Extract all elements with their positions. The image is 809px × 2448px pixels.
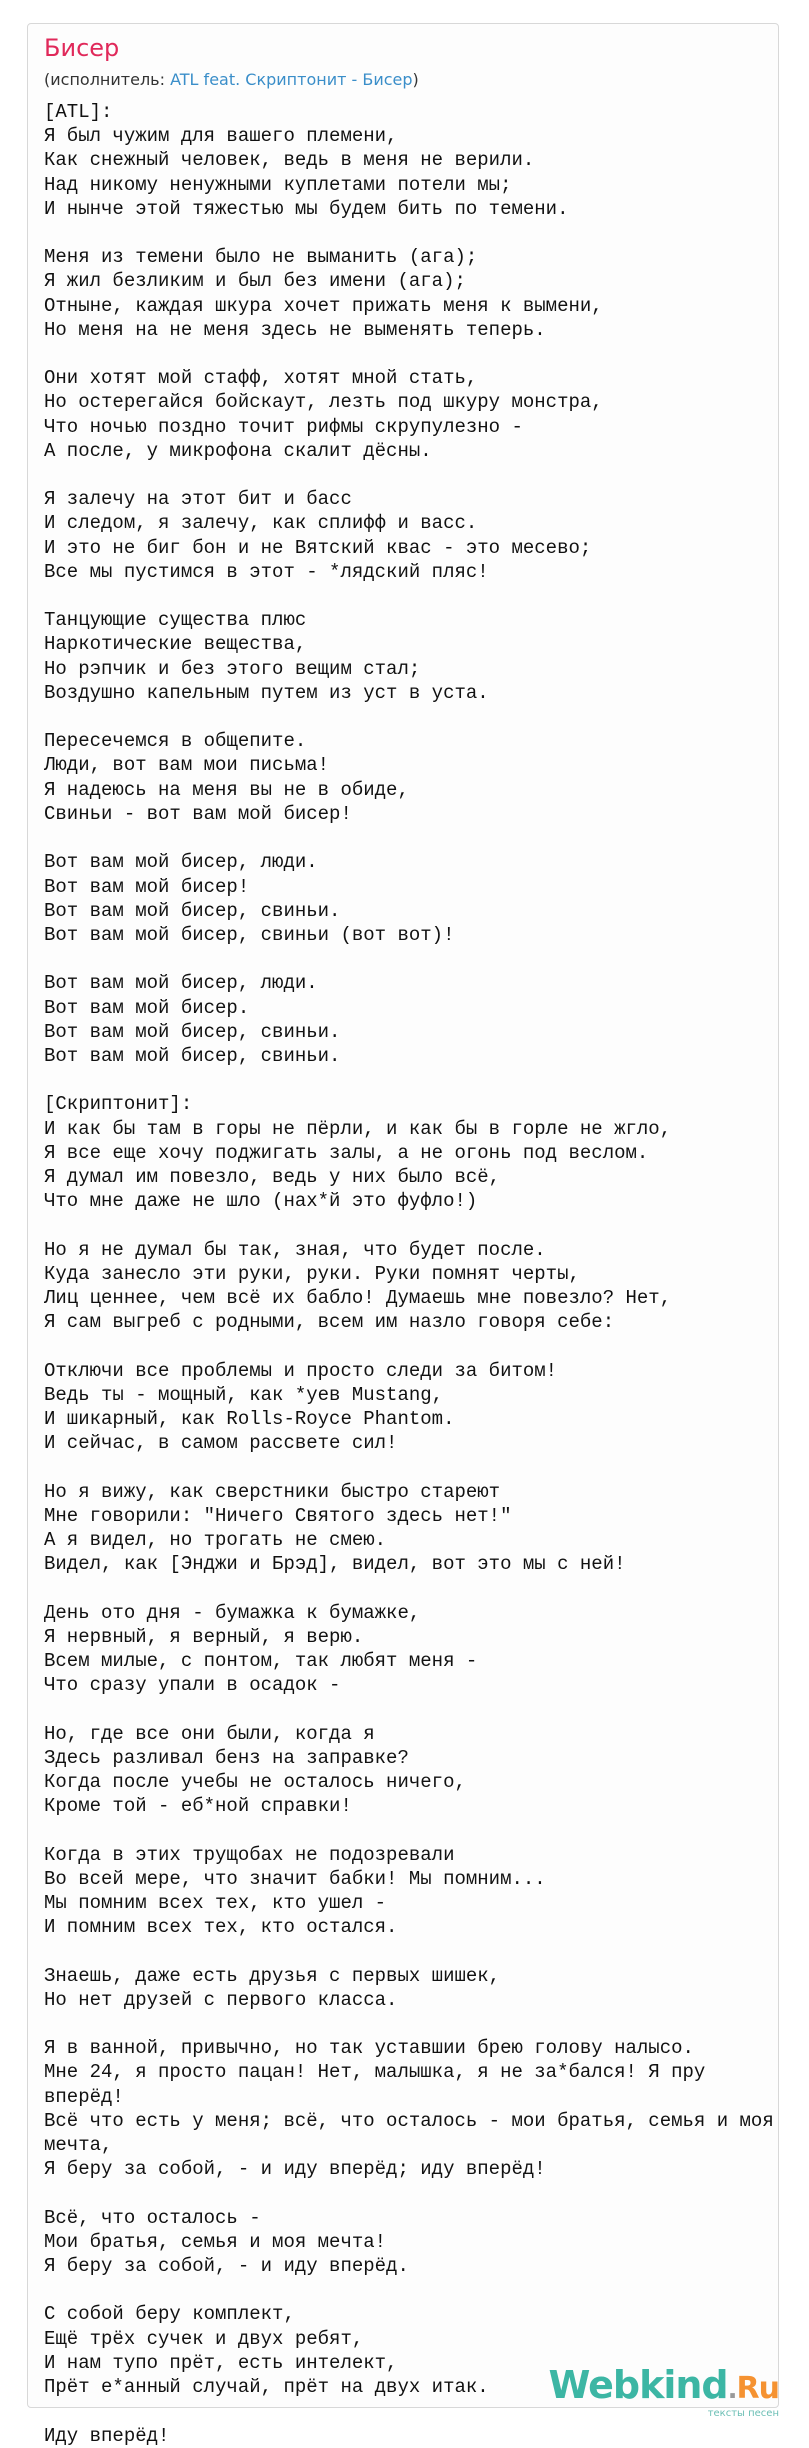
logo-wordmark [549, 2365, 779, 2410]
lyrics-text: [ATL]: Я был чужим для вашего племени, Как снежный человек, ведь в меня не верили. Над никому ненужными куплетами потели мы; И нынче этой тяжестью мы будем бить по темени. Меня из темени было не выманить (ага); Я жил безликим и был без имени (ага); Отныне, каждая шкура хочет прижать меня к вымени, Но меня на не меня здесь не выменять теперь. Они хотят мой стафф, хотят мной стать, Но остерегайся бойскаут, лезть под шкуру монстра, Что ночью поздно точит рифмы скрупулезно - А после, у микрофона скалит дёсны. Я залечу на этот бит и басс И следом, я залечу, как сплифф и васс. И это не биг бон и не Вятский квас - это месево; Все мы пустимся в этот - *лядский пляс! Танцующие существа плюс Наркотические вещества, Но рэпчик и без этого вещим стал; Воздушно капельным путем из уст в уста. Пересечемся в общепите. Люди, вот вам мои письма! Я надеюсь на меня вы не в обиде, Свиньи - вот вам мой бисер! Вот вам мой бисер, люди. Вот вам мой бисер! Вот вам мой бисер, свиньи. Вот вам мой бисер, свиньи (вот вот)! Вот вам мой бисер, люди. Вот вам мой бисер. Вот вам мой бисер, свиньи. Вот вам мой бисер, свиньи. [Скриптонит]: И как бы там в горы не пёрли, и как бы в горле не жгло, Я все еще хочу поджигать залы, а не огонь под веслом. Я думал им повезло, ведь у них было всё, Что мне даже не шло (нах*й это фуфло!) Но я не думал бы так, зная, что будет после. Куда занесло эти руки, руки. Руки помнят черты, Лиц ценнее, чем всё их бабло! Думаешь мне повезло? Нет, Я сам выгреб с родными, всем им назло говоря себе: Отключи все проблемы и просто следи за битом! Ведь ты - мощный, как *уев Mustang, И шикарный, как Rolls-Royce Phantom. И сейчас, в самом рассвете сил! Но я вижу, как сверстники быстро стареют Мне говорили: "Ничего Святого здесь нет!" А я видел, но трогать не смею. Видел, как [Энджи и Брэд], видел, вот это мы с ней! День ото дня - бумажка к бумажке, Я нервный, я верный, я верю. Всем милые, с понтом, так любят меня - Что сразу упали в осадок - Но, где все они были, когда я Здесь разливал бенз на заправке? Когда после учебы не осталось ничего, Кроме той - еб*ной справки! Когда в этих трущобах не подозревали Во всей мере, что значит бабки! Мы помним... Мы помним всех тех, кто ушел - И помним всех тех, кто остался. Знаешь, даже есть друзья с первых шишек, Но нет друзей с первого класса. Я в ванной, привычно, но так уставшии брею голову налысо. Мне 24, я просто пацан! Нет, малышка, я не за*бался! Я пру вперёд! Всё что есть у меня; всё, что осталось - мои братья, семья и моя мечта, Я беру за собой, - и иду вперёд; иду вперёд! Всё, что осталось - Мои братья, семья и моя мечта! Я беру за собой, - и иду вперёд. С собой беру комплект, Ещё трёх сучек и двух ребят, И нам тупо прёт, есть интелект, Прёт е*анный случай, прёт на двух итак. Иду вперёд! [44, 101, 774, 2447]
logo-name: Webkind [548, 2363, 728, 2407]
logo-tld: Ru [736, 2371, 779, 2406]
performer-prefix: (исполнитель: [44, 70, 171, 89]
site-logo[interactable] [549, 2365, 779, 2419]
logo-tagline: тексты песен [707, 2408, 779, 2419]
logo-dot: . [727, 2375, 737, 2405]
performer-link[interactable]: ATL feat. Скриптонит - Бисер [170, 70, 413, 89]
performer-line [44, 70, 419, 89]
performer-suffix: ) [412, 70, 419, 89]
song-title: Бисер [44, 34, 120, 62]
